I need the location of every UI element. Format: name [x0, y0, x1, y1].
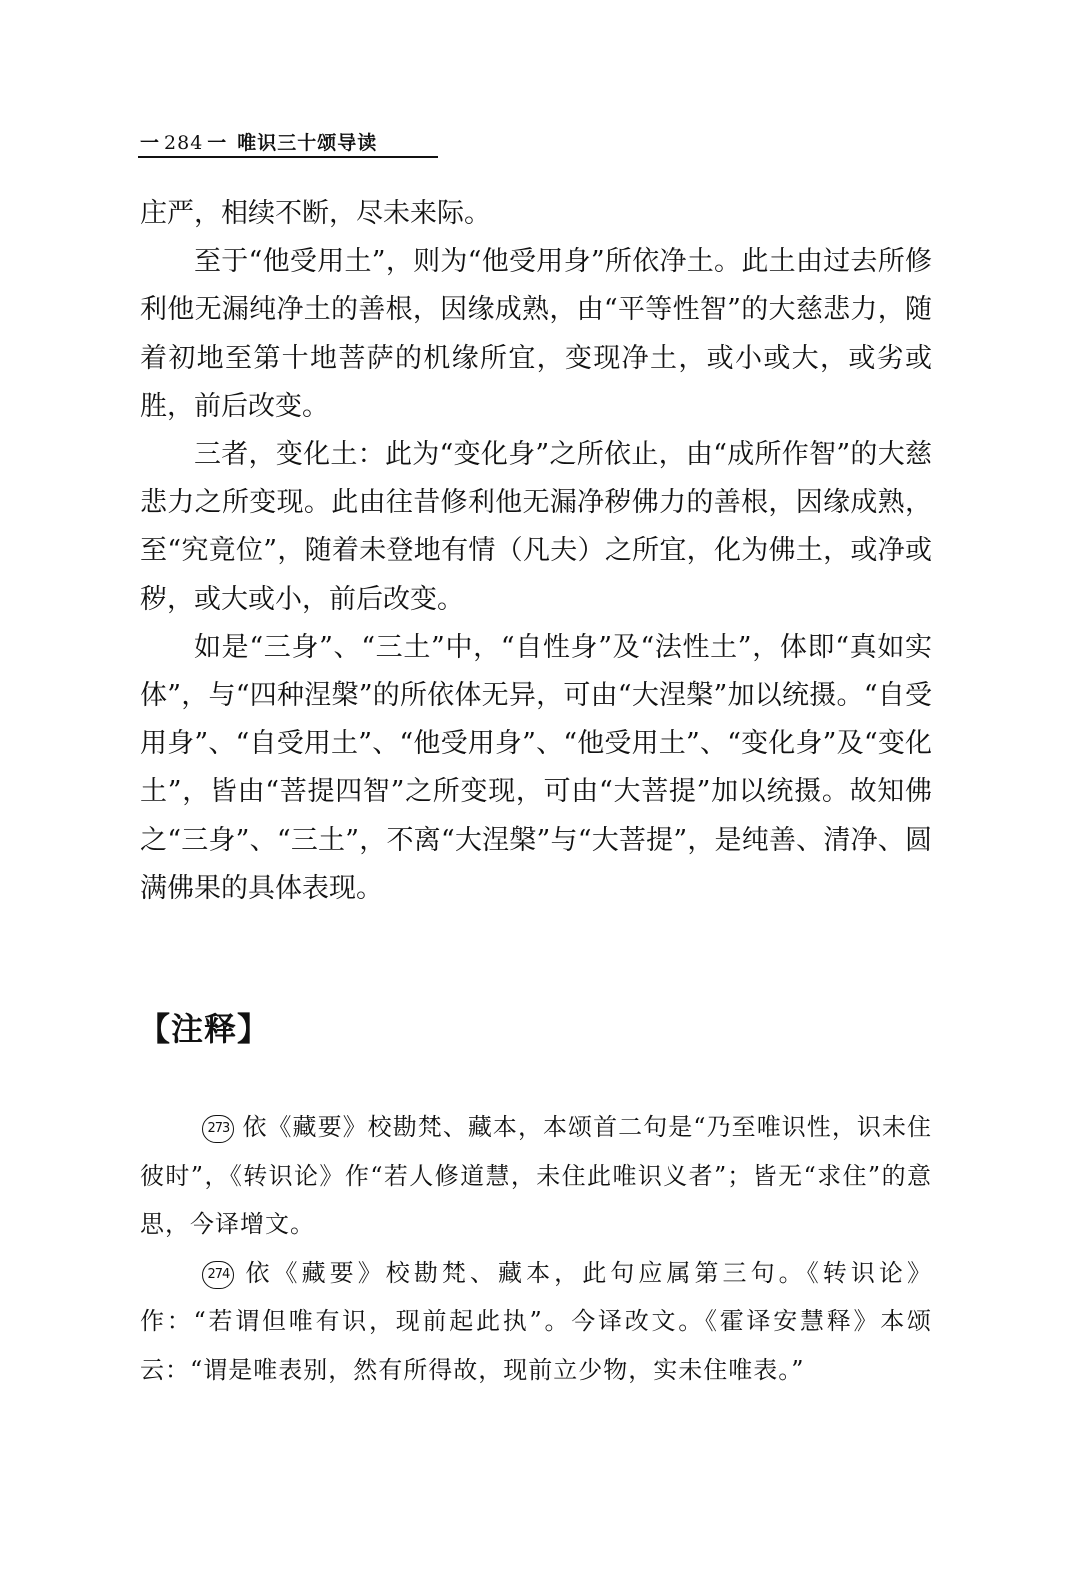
body-paragraph-continued: 庄严，相续不断，尽未来际。 — [140, 198, 491, 229]
notes-list — [140, 1103, 932, 1394]
running-header — [140, 128, 440, 155]
note-item — [140, 1103, 932, 1249]
note-number-badge: 273 — [202, 1115, 234, 1143]
body-paragraph: 三者，变化土：此为“变化身”之所依止，由“成所作智”的大慈悲力之所变现。此由往昔修利他无漏净秽佛力的善根，因缘成熟，至“究竟位”，随着未登地有情（凡夫）之所宜，化为佛土，或净或秽，或大或小，前后改变。 — [140, 439, 932, 615]
note-number-badge: 274 — [202, 1261, 234, 1289]
body-text — [140, 190, 932, 913]
note-text: 依《藏要》校勘梵、藏本，本颂首二句是“乃至唯识性，识未住彼时”，《转识论》作“若人修道慧，未住此唯识义者”；皆无“求住”的意思，今译增文。 — [140, 1113, 932, 1238]
book-title: 唯识三十颂导读 — [237, 132, 378, 154]
header-dash-left: 一 — [140, 132, 161, 154]
body-paragraph: 如是“三身”、“三土”中，“自性身”及“法性土”，体即“真如实体”，与“四种涅槃”的所依体无异，可由“大涅槃”加以统摄。“自受用身”、“自受用土”、“他受用身”、“他受用土”、“变化身”及“变化土”，皆由“菩提四智”之所变现，可由“大菩提”加以统摄。故知佛之“三身”、“三土”，不离“大涅槃”与“大菩提”，是纯善、清净、圆满佛果的具体表现。 — [140, 631, 932, 904]
section-title: 【注释】 — [138, 1010, 271, 1048]
header-rule — [138, 156, 438, 158]
header-dash-right: 一 — [207, 132, 228, 154]
note-item — [140, 1249, 932, 1395]
page-number: 284 — [164, 132, 204, 154]
note-text: 依《藏要》校勘梵、藏本，此句应属第三句。《转识论》作：“若谓但唯有识，现前起此执”。今译改文。《霍译安慧释》本颂云：“谓是唯表别，然有所得故，现前立少物，实未住唯表。” — [140, 1258, 932, 1384]
body-paragraph: 至于“他受用土”，则为“他受用身”所依净土。此土由过去所修利他无漏纯净土的善根，因缘成熟，由“平等性智”的大慈悲力，随着初地至第十地菩萨的机缘所宜，变现净土，或小或大，或劣或胜，前后改变。 — [140, 246, 932, 422]
